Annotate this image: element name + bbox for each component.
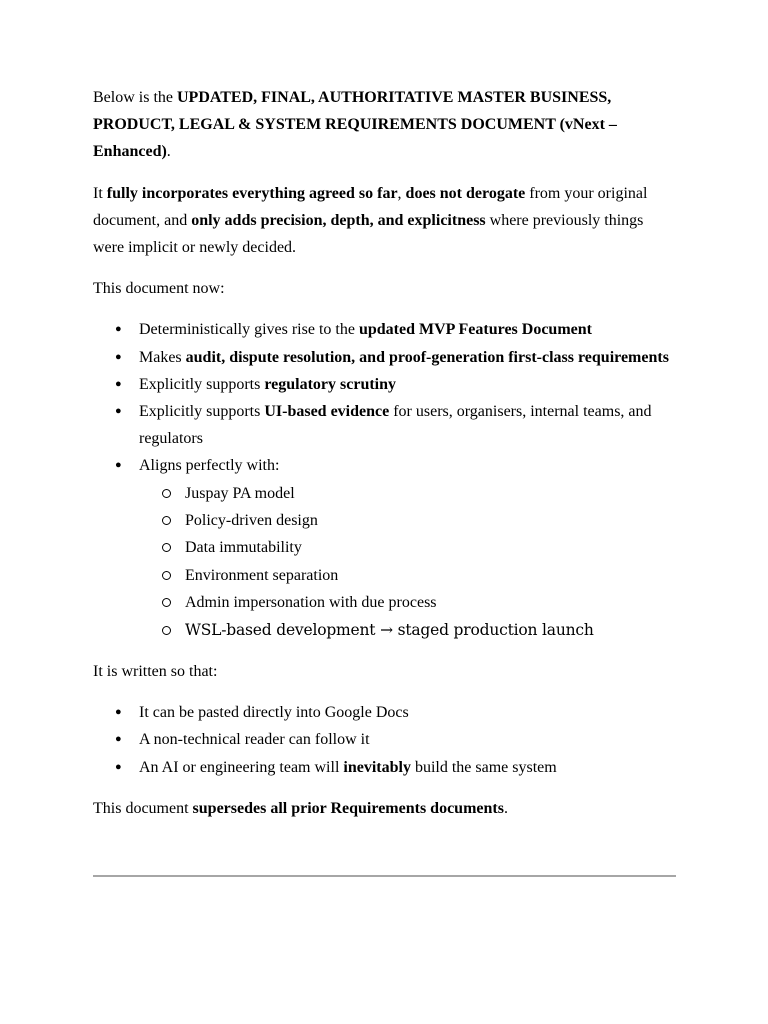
intro-title: UPDATED, FINAL, AUTHORITATIVE MASTER BUSINESS, PRODUCT, LEGAL & SYSTEM REQUIREMENTS DOCUMENT (vNext – Enhanced) — [93, 89, 617, 161]
sublist-item-text: Admin impersonation with due process — [185, 594, 437, 612]
list-item — [93, 452, 676, 644]
written-list — [93, 699, 676, 781]
list-item-text: A non-technical reader can follow it — [139, 731, 370, 749]
written-heading: It is written so that: — [93, 663, 218, 681]
circle-bullet-icon — [162, 489, 171, 498]
list-item — [93, 726, 676, 753]
list-item-bold: UI-based evidence — [264, 403, 390, 421]
bullet-icon: ● — [115, 350, 122, 363]
bullet-icon: ● — [115, 323, 122, 336]
bullet-icon: ● — [115, 459, 122, 472]
intro-end: . — [166, 143, 171, 161]
sublist-item — [139, 589, 676, 616]
list-item-bold: regulatory scrutiny — [264, 375, 397, 393]
sublist-item — [139, 507, 676, 534]
list-item-bold: inevitably — [343, 758, 411, 776]
bullet-icon: ● — [115, 733, 122, 746]
incorporates-bold-3: only adds precision, depth, and explicitness — [191, 211, 486, 229]
list-item-text: Makes — [139, 348, 186, 366]
incorporates-text-4: where previously things were implicit or newly decided. — [93, 211, 644, 257]
sublist-item — [139, 617, 676, 644]
sublist-item — [139, 534, 676, 561]
circle-bullet-icon — [162, 626, 171, 635]
list-item — [93, 398, 676, 452]
bullet-icon: ● — [115, 405, 122, 418]
incorporates-bold-1: fully incorporates everything agreed so far — [106, 184, 398, 202]
list-item-text: Explicitly supports — [139, 375, 265, 393]
supersedes-paragraph — [93, 795, 676, 822]
list-item-text: It can be pasted directly into Google Docs — [139, 704, 409, 722]
list-item — [93, 316, 676, 343]
supersedes-end: . — [503, 799, 508, 817]
sublist-item-text: Juspay PA model — [185, 484, 295, 502]
sublist-item — [139, 480, 676, 507]
horizontal-rule — [93, 875, 676, 877]
list-item-text: Explicitly supports — [139, 403, 265, 421]
list-item-rest: for users, organisers, internal teams, and regulators — [139, 403, 652, 448]
incorporates-text-2: , — [397, 184, 406, 202]
incorporates-text-1: It — [93, 184, 107, 202]
now-list — [93, 316, 676, 644]
list-item-text: An AI or engineering team will — [139, 758, 344, 776]
list-item-text: Aligns perfectly with: — [139, 457, 280, 475]
list-item-text: Deterministically gives rise to the — [139, 321, 359, 339]
list-item-rest: build the same system — [410, 758, 557, 776]
incorporates-paragraph — [93, 180, 676, 262]
circle-bullet-icon — [162, 598, 171, 607]
sublist-item — [139, 562, 676, 589]
incorporates-text-3: from your original document, and — [93, 184, 648, 229]
bullet-icon: ● — [115, 377, 122, 390]
incorporates-bold-2: does not derogate — [405, 184, 526, 202]
sublist-item-text: WSL-based development → staged production launch — [185, 620, 594, 639]
supersedes-bold: supersedes all prior Requirements documents — [192, 799, 504, 817]
intro-lead: Below is the — [93, 89, 177, 106]
list-item — [93, 371, 676, 398]
list-item — [93, 344, 676, 371]
sublist-item-text: Data immutability — [185, 539, 302, 557]
circle-bullet-icon — [162, 516, 171, 525]
supersedes-text: This document — [93, 799, 193, 817]
intro-paragraph — [93, 84, 676, 166]
list-item-bold: audit, dispute resolution, and proof-generation first-class requirements — [185, 348, 669, 366]
list-item-bold: updated MVP Features Document — [358, 321, 592, 339]
circle-bullet-icon — [162, 571, 171, 580]
now-heading: This document now: — [93, 280, 225, 298]
list-item — [93, 754, 676, 781]
aligns-sublist — [139, 480, 676, 644]
bullet-icon: ● — [115, 760, 122, 773]
circle-bullet-icon — [162, 543, 171, 552]
bullet-icon: ● — [115, 706, 122, 719]
sublist-item-text: Environment separation — [185, 566, 339, 584]
document-body — [93, 84, 676, 822]
sublist-item-text: Policy-driven design — [185, 512, 318, 530]
list-item — [93, 699, 676, 726]
